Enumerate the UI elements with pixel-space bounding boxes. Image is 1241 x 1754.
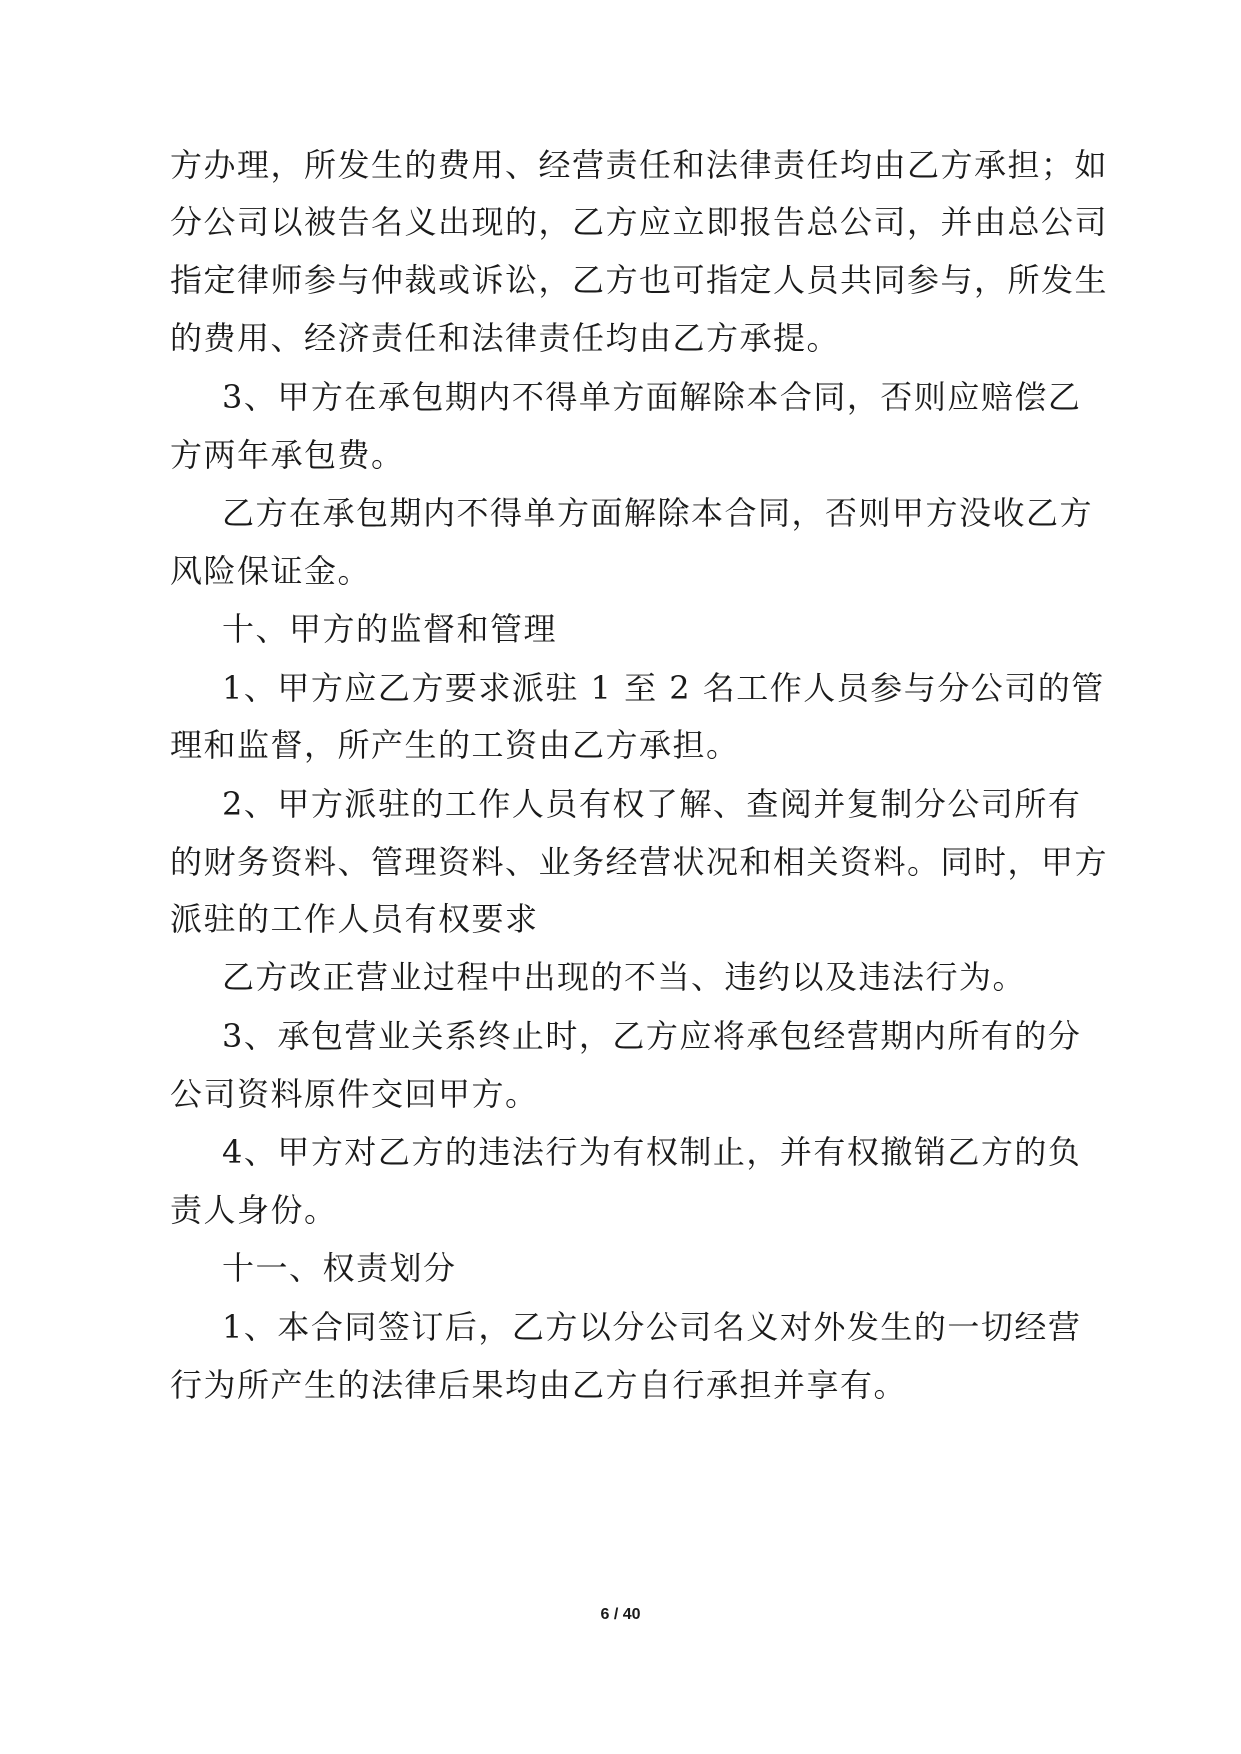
text-line: 风险保证金。 bbox=[170, 552, 372, 590]
text-line: 4、甲方对乙方的违法行为有权制止，并有权撤销乙方的负 bbox=[222, 1133, 1082, 1171]
text-line: 理和监督，所产生的工资由乙方承担。 bbox=[170, 726, 740, 764]
text-line: 责人身份。 bbox=[170, 1191, 338, 1229]
text-line: 公司资料原件交回甲方。 bbox=[170, 1075, 539, 1113]
text-line: 乙方改正营业过程中出现的不当、违约以及违法行为。 bbox=[222, 958, 1027, 996]
text-line: 1、本合同签订后，乙方以分公司名义对外发生的一切经营 bbox=[222, 1308, 1082, 1346]
text-line: 1、甲方应乙方要求派驻 1 至 2 名工作人员参与分公司的管 bbox=[222, 669, 1105, 707]
text-line: 方办理，所发生的费用、经营责任和法律责任均由乙方承担；如 bbox=[170, 146, 1109, 184]
text-line: 的财务资料、管理资料、业务经营状况和相关资料。同时，甲方 bbox=[170, 843, 1109, 881]
text-line: 分公司以被告名义出现的，乙方应立即报告总公司，并由总公司 bbox=[170, 203, 1109, 241]
text-line: 方两年承包费。 bbox=[170, 436, 405, 474]
text-line: 行为所产生的法律后果均由乙方自行承担并享有。 bbox=[170, 1366, 908, 1404]
text-line: 派驻的工作人员有权要求 bbox=[170, 900, 539, 938]
text-line: 指定律师参与仲裁或诉讼，乙方也可指定人员共同参与，所发生 bbox=[170, 261, 1109, 299]
section-heading: 十一、权责划分 bbox=[222, 1249, 457, 1287]
text-line: 2、甲方派驻的工作人员有权了解、查阅并复制分公司所有 bbox=[222, 785, 1082, 823]
section-heading: 十、甲方的监督和管理 bbox=[222, 610, 558, 648]
text-line: 乙方在承包期内不得单方面解除本合同，否则甲方没收乙方 bbox=[222, 494, 1094, 532]
text-line: 3、承包营业关系终止时，乙方应将承包经营期内所有的分 bbox=[222, 1017, 1082, 1055]
text-line: 的费用、经济责任和法律责任均由乙方承提。 bbox=[170, 319, 841, 357]
page-number: 6 / 40 bbox=[600, 1606, 641, 1623]
text-line: 3、甲方在承包期内不得单方面解除本合同，否则应赔偿乙 bbox=[222, 378, 1082, 416]
